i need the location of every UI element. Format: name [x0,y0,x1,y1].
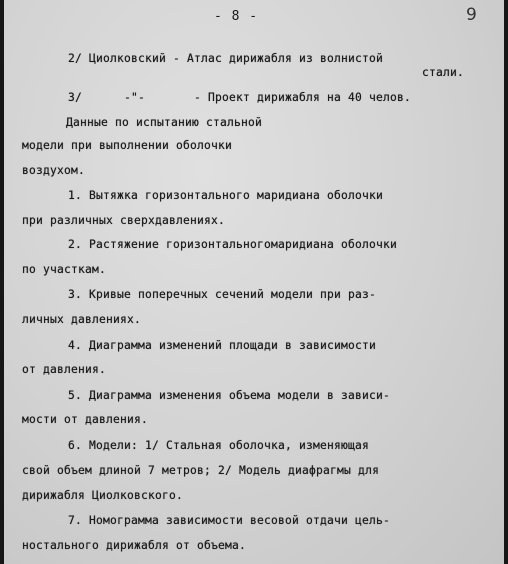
scan-right-edge [504,0,508,564]
text-line: 2/ Циолковский - Атлас дирижабля из волнистой [68,52,384,65]
text-line: 3/ -"- - Проект дирижабля на 40 челов. [68,91,412,104]
text-line: воздухом. [22,164,86,177]
text-line: 1. Вытяжка горизонтального маридиана оболочки [68,189,384,202]
text-line: свой объем длиной 7 метров; 2/ Модель диафрагмы для [22,464,380,477]
text-line: мости от давления. [22,413,149,426]
page-header-mark: - 8 - [214,9,259,24]
text-line: 6. Модели: 1/ Стальная оболочка, изменяющая [68,439,370,452]
page-number: 9 [466,5,477,25]
document-page [4,0,504,564]
text-line: 3. Кривые поперечных сечений модели при раз- [68,288,377,301]
text-line: модели при выполнении оболочки [22,139,233,152]
text-line: от давления. [22,363,107,376]
text-line: 2. Растяжение горизонтальногомаридиана оболочки [68,238,398,251]
text-line: личных давлениях. [22,313,142,326]
text-line: 5. Диаграмма изменения объема модели в зависи- [68,389,391,402]
text-line: 4. Диаграмма изменений площади в зависимости [68,339,377,352]
text-line: ностального дирижабля от объема. [22,539,247,552]
text-line: при различных сверхдавлениях. [22,214,226,227]
text-line: Данные по испытанию стальной [66,116,263,129]
text-line: дирижабля Циолковского. [22,489,184,502]
text-line: 7. Номограмма зависимости весовой отдачи цель- [68,514,391,527]
text-line: по участкам. [22,263,107,276]
text-line: стали. [422,66,465,79]
